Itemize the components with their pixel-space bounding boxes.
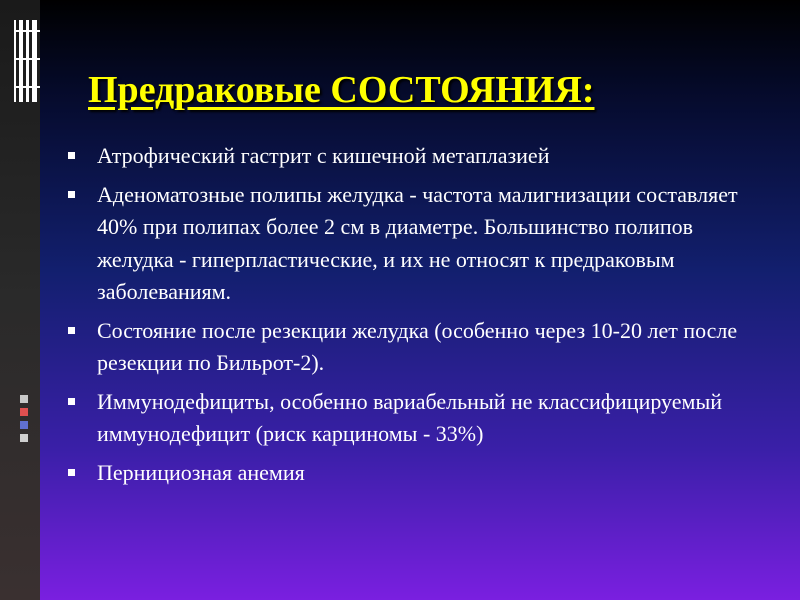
slide-title: Предраковые СОСТОЯНИЯ:	[88, 69, 595, 111]
left-decor-strip	[0, 0, 40, 600]
barcode-decoration	[14, 20, 40, 102]
bullet-item	[66, 315, 756, 380]
deco-square	[20, 434, 28, 442]
bullet-text: Состояние после резекции желудка (особенно через 10-20 лет после резекции по Бильрот-2).	[97, 317, 738, 375]
deco-tick	[14, 58, 40, 60]
bullet-item	[66, 140, 756, 173]
deco-square	[20, 395, 28, 403]
bullet-text: Пернициозная анемия	[97, 459, 305, 485]
deco-tick	[14, 30, 40, 32]
bullet-square-icon	[68, 152, 75, 159]
bullet-text: Атрофический гастрит с кишечной метаплазией	[97, 143, 550, 168]
deco-bar	[19, 20, 23, 102]
bullet-square-icon	[68, 191, 75, 198]
bullet-text: Аденоматозные полипы желудка - частота малигнизации составляет 40% при полипах более 2 см в диаметре. Большинство полипов желудка - гиперпластические, и их не относят к предраковым заболеваниям.	[97, 181, 738, 304]
deco-square	[20, 421, 28, 429]
square-decoration	[20, 395, 30, 447]
bullet-square-icon	[68, 327, 75, 334]
bullet-square-icon	[68, 398, 75, 405]
bullet-square-icon	[68, 469, 75, 476]
deco-tick	[14, 86, 40, 88]
bullet-item	[66, 386, 756, 451]
deco-square	[20, 408, 28, 416]
bullet-item	[66, 179, 756, 309]
bullet-item	[66, 457, 756, 490]
deco-bar	[32, 20, 37, 102]
deco-bar	[26, 20, 29, 102]
bullet-text: Иммунодефициты, особенно вариабельный не классифицируемый иммунодефицит (риск карциномы - 33%)	[97, 388, 723, 446]
bullet-list	[66, 140, 756, 495]
deco-bar	[14, 20, 16, 102]
